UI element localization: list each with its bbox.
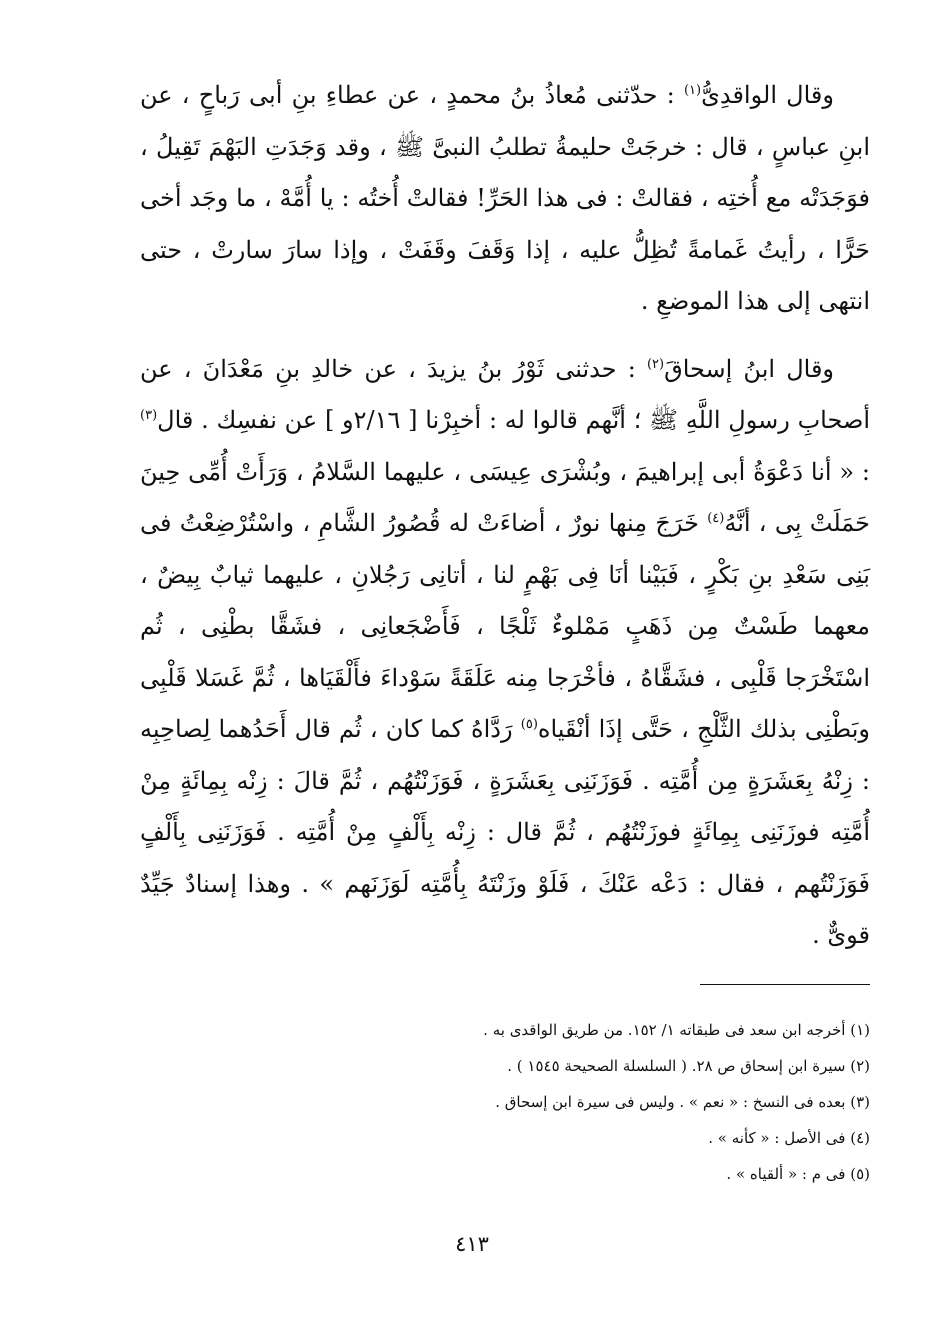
footnote-marker-5: (٥) — [520, 717, 538, 732]
footnotes-list — [240, 1012, 870, 1192]
footnote-1: (١) أخرجه ابن سعد فى طبقاته ١/ ١٥٢. من طريق الواقدى به . — [483, 1021, 870, 1039]
paragraph-text: : حدّثنى مُعاذُ بنُ محمدٍ ، عن عطاءِ بنِ أبى رَباحٍ ، عن ابنِ عباسٍ ، قال : خرجَتْ حليمةُ تطلبُ النبىَّ ﷺ ، وقد وَجَدَتِ البَهْمَ تَقِيلُ ، فوَجَدَتْه مع أُختِه ، فقالتْ : فى هذا الحَرِّ! فقالتْ أُختُه : يا أُمَّهْ ، ما وجَد أخى حَرًّا ، رأيتُ غَمامةً تُظِلُّ عليه ، إذا وَقَفَ وقَفَتْ ، وإذا سارَ سارتْ ، حتى انتهى إلى هذا الموضعِ . — [140, 81, 870, 315]
paragraph-lead: وقال الواقدِىُّ — [701, 81, 834, 109]
footnote-3: (٣) بعده فى النسخ : « نعم » . وليس فى سيرة ابن إسحاق . — [495, 1093, 870, 1111]
footnote-2: (٢) سيرة ابن إسحاق ص ٢٨. ( السلسلة الصحيحة ١٥٤٥ ) . — [507, 1057, 870, 1075]
footnote-separator — [700, 984, 870, 985]
footnote-marker-4: (٤) — [707, 511, 725, 526]
main-text — [140, 70, 870, 978]
paragraph-text: : حدثنى ثَوْرُ بنُ يزيدَ ، عن خالدِ بنِ مَعْدَانَ ، عن أصحابِ رسولِ اللَّهِ ﷺ ؛ أنَّهم قالوا له : أخبِرْنا [ ٢/١٦و ] عن نفسِك . قال — [140, 354, 871, 434]
paragraph-text: خَرَجَ مِنها نورٌ ، أضاءَتْ له قُصُورُ الشَّامِ ، واسْتُرْضِعْتُ فى بَنِى سَعْدِ بنِ بَكْرٍ ، فَبَيْنا أنَا فِى بَهْمٍ لنا ، أتانِى رَجُلانِ ، عليهما ثيابٌ بِيضٌ ، معهما طَسْتٌ مِن ذَهَبٍ مَمْلوءٌ ثَلْجًا ، فَأَضْجَعانِى ، فشَقَّا بطْنِى ، ثُم اسْتَخْرَجا قَلْبِى ، فشَقَّاهُ ، فأخْرَجا مِنه عَلَقَةً سَوْداءَ فأَلْقَيَاها ، ثُمَّ غَسَلا قَلْبِى وبَطْنِى بذلك الثَّلْجِ ، حَتَّى إذَا أنْقَياه — [140, 509, 871, 743]
paragraph-text: رَدَّاهُ كما كان ، ثُم قال أَحَدُهما لِصاحِبِه : زِنْهُ بِعَشَرَةٍ مِن أُمَّتِه . فَوَزَنَنِى بِعَشَرَةٍ ، فَوَزَنْتُهُم ، ثُمَّ قالَ : زِنْه بِمِائَةٍ مِنْ أُمَّتِه فوزَنَنِى بِمِائَةٍ فوزَنْتُهُم ، ثُمَّ قال : زِنْه بِأَلْفٍ مِنْ أُمَّتِه . فَوَزَنَنِى بِأَلْفٍ فَوَزَنْتُهم ، فقال : دَعْه عَنْكَ ، فَلَوْ وزَنْتَهُ بِأُمَّتِه لَوَزَنَهم » . وهذا إسنادٌ جَيِّدٌ قوىٌّ . — [140, 715, 870, 949]
footnote-5: (٥) فى م : « ألقياه » . — [726, 1165, 870, 1183]
footnote-marker-3: (٣) — [140, 408, 158, 423]
footnote-marker-1: (١) — [683, 83, 702, 98]
paragraph-waqidi — [140, 70, 870, 328]
footnote-marker-2: (٢) — [646, 356, 665, 372]
paragraph-text: : « أنا دَعْوَةُ أبى إبراهيمَ ، وبُشْرَى عِيسَى ، عليهما السَّلامُ ، وَرَأَتْ أُمِّى حِينَ حَمَلَتْ بِى ، أنَّهُ — [140, 457, 870, 537]
paragraph-lead: وقال ابنُ إسحاقَ — [664, 354, 835, 383]
page-number: ٤١٣ — [455, 1232, 489, 1256]
footnote-4: (٤) فى الأصل : « كأنه » . — [708, 1129, 870, 1147]
paragraph-ibn-ishaq — [140, 344, 870, 962]
